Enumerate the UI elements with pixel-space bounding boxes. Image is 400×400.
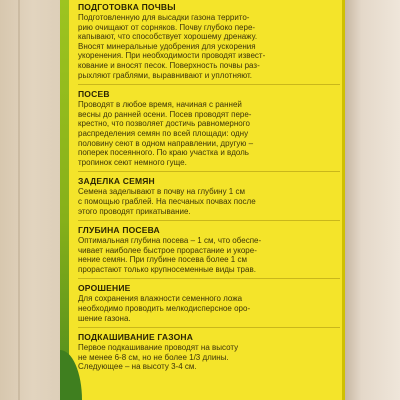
- text-line: Первое подкашивание проводят на высоту: [78, 343, 239, 353]
- text-line: необходимо проводить мелкодисперсное оро-: [78, 304, 251, 314]
- section-divider: [78, 171, 340, 172]
- section-soil-preparation: [78, 1, 340, 80]
- text-line: прорастают только крупносеменные виды трав.: [78, 264, 256, 274]
- text-line: нение семян. При глубине посева более 1 см: [78, 255, 247, 265]
- text-line: Следующее – на высоту 3-4 см.: [78, 362, 197, 372]
- instruction-text: [78, 1, 340, 376]
- text-line: укоренения. При необходимости проводят извест-: [78, 51, 266, 61]
- green-edge-stripe: [60, 0, 69, 400]
- section-sowing: [78, 88, 340, 167]
- text-line: тропинок сеют немного гуще.: [78, 157, 187, 167]
- section-heading: ПОДКАШИВАНИЕ ГАЗОНА: [78, 332, 194, 343]
- text-line: кование и вносят песок. Поверхность почвы раз-: [78, 60, 260, 70]
- section-heading: ЗАДЕЛКА СЕМЯН: [78, 176, 155, 187]
- text-line: поперек посеянного. По краю участка и вдоль: [78, 148, 249, 158]
- package-left-side: [0, 0, 60, 400]
- section-heading: ПОСЕВ: [78, 89, 110, 100]
- section-heading: ПОДГОТОВКА ПОЧВЫ: [78, 2, 176, 12]
- section-divider: [78, 220, 340, 221]
- text-line: Семена заделывают в почву на глубину 1 см: [78, 187, 245, 197]
- section-lawn-mowing: [78, 331, 340, 372]
- section-body: [78, 187, 340, 216]
- text-line: распределения семян по всей площади: одну: [78, 128, 249, 138]
- text-line: шение газона.: [78, 313, 131, 323]
- section-body: [78, 13, 340, 80]
- text-line: с помощью граблей. На песчаных почвах после: [78, 196, 256, 206]
- section-body: [78, 294, 340, 323]
- text-line: половину сеют в одном направлении, другую –: [78, 138, 254, 148]
- section-sowing-depth: [78, 224, 340, 274]
- text-line: рию очищают от сорняков. Почву глубоко пере-: [78, 22, 256, 32]
- section-divider: [78, 278, 340, 279]
- text-line: не менее 6-8 см, но не более 1/3 длины.: [78, 352, 229, 362]
- section-body: [78, 236, 340, 274]
- text-line: Вносят минеральные удобрения для ускорения: [78, 41, 256, 51]
- section-heading: ГЛУБИНА ПОСЕВА: [78, 225, 160, 236]
- section-seed-covering: [78, 175, 340, 216]
- section-body: [78, 343, 340, 372]
- text-line: Подготовленную для высадки газона террито-: [78, 13, 250, 22]
- section-body: [78, 100, 340, 167]
- text-line: крестно, что позволяет достичь равномерного: [78, 119, 250, 129]
- text-line: Оптимальная глубина посева – 1 см, что обеспе-: [78, 236, 262, 246]
- section-irrigation: [78, 282, 340, 323]
- text-line: чивает наиболее быстрое прорастание и укоре-: [78, 245, 257, 255]
- section-divider: [78, 327, 340, 328]
- text-line: рыхляют граблями, выравнивают и уплотняют.: [78, 70, 253, 80]
- text-line: этого проводят прикатывание.: [78, 206, 191, 216]
- section-heading: ОРОШЕНИЕ: [78, 283, 131, 294]
- text-line: Проводят в любое время, начиная с ранней: [78, 100, 242, 110]
- text-line: капывают, что способствует хорошему дренажу.: [78, 32, 258, 42]
- text-line: весны до ранней осени. Посев проводят пере-: [78, 109, 252, 119]
- text-line: Для сохранения влажности семенного ложа: [78, 294, 243, 304]
- instruction-label: [60, 0, 345, 400]
- package-right-side: [345, 0, 400, 400]
- section-divider: [78, 84, 340, 85]
